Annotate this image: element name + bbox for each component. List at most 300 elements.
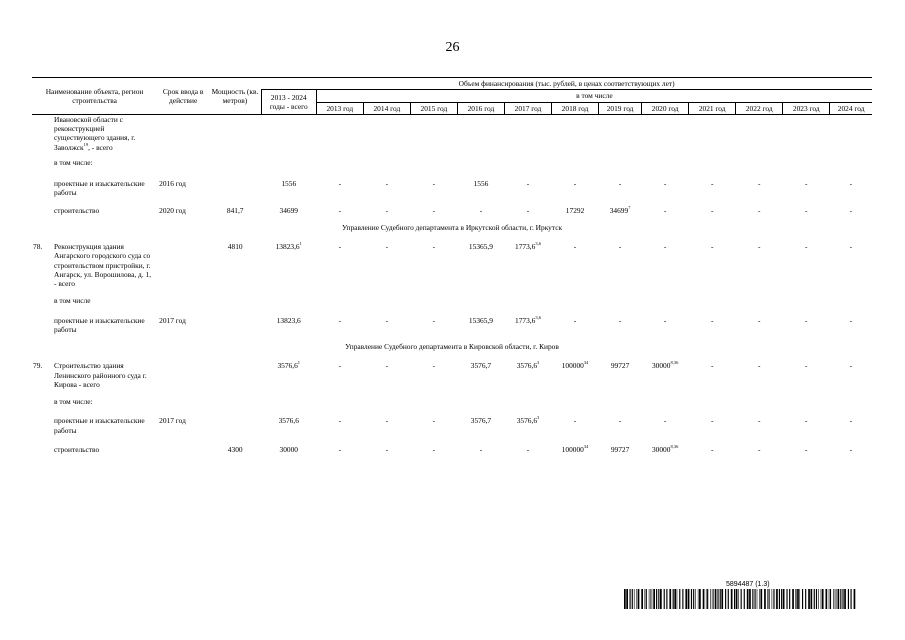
year-value-text: -	[663, 242, 667, 251]
year-value-text: -	[849, 361, 853, 371]
year-value	[689, 351, 736, 389]
year-value-text: -	[479, 205, 483, 215]
barcode-bar	[728, 589, 729, 609]
row-number	[32, 152, 52, 167]
barcode-bar	[706, 589, 707, 609]
year-value	[689, 435, 736, 454]
year-value	[783, 435, 830, 454]
year-value	[363, 435, 410, 454]
footnote-marker: 8,36	[670, 443, 679, 449]
barcode-bar	[721, 589, 723, 609]
year-value	[316, 389, 363, 406]
object-name-text: строительство	[54, 444, 100, 454]
year-value-text: 1773,6	[515, 242, 536, 251]
year-value	[783, 152, 830, 167]
barcode-bar	[835, 589, 836, 609]
barcode-bar	[634, 589, 635, 609]
total-value-text: 30000	[279, 444, 298, 454]
footnote-marker: 34	[583, 360, 589, 366]
capacity-value-text: 841,7	[226, 205, 244, 215]
barcode-bar	[830, 589, 831, 609]
barcode-bar	[720, 589, 721, 609]
year-value-text: 30000	[651, 361, 671, 371]
barcode-bar	[630, 589, 631, 609]
col-header-volume: Объем финансирования (тыс. рублей, в ценах соответствующих лет)	[261, 78, 872, 90]
year-value	[316, 406, 363, 435]
year-value-text: -	[757, 179, 761, 188]
year-value	[457, 114, 504, 152]
commission-term	[157, 389, 209, 406]
year-value	[736, 406, 783, 435]
row-number	[32, 167, 52, 198]
year-value-text: -	[479, 444, 483, 454]
barcode-bar	[650, 589, 651, 609]
barcode-bar	[685, 589, 687, 609]
barcode-bar	[805, 589, 806, 609]
year-value	[642, 351, 689, 389]
year-value-text: -	[757, 361, 761, 371]
capacity-value	[209, 114, 261, 152]
year-value	[642, 152, 689, 167]
table-row	[32, 406, 872, 435]
year-value	[830, 435, 872, 454]
year-value	[363, 232, 410, 288]
barcode-bar	[649, 589, 650, 609]
footnote-marker: 8,36	[670, 360, 679, 366]
year-value-text: -	[710, 361, 714, 371]
year-value-text: -	[710, 444, 714, 454]
year-value	[736, 306, 783, 335]
footnote-marker: 34	[583, 443, 589, 449]
year-value	[736, 114, 783, 152]
year-value	[599, 406, 642, 435]
year-value-text: 30000	[651, 444, 671, 454]
year-value	[599, 198, 642, 215]
year-value	[642, 232, 689, 288]
total-value-text: 1556	[281, 179, 297, 188]
year-value-text: -	[385, 361, 389, 371]
year-value-text: -	[618, 315, 622, 325]
year-value	[830, 167, 872, 198]
year-value	[599, 306, 642, 335]
barcode-bar	[757, 589, 758, 609]
year-value	[457, 389, 504, 406]
year-value-text: -	[432, 416, 436, 426]
commission-term	[157, 198, 209, 215]
year-value-text: -	[710, 205, 714, 215]
year-value-text: 100000	[561, 361, 584, 371]
year-value	[689, 306, 736, 335]
year-value	[363, 351, 410, 389]
barcode-bar	[755, 589, 756, 609]
barcode-icon	[624, 589, 856, 609]
barcode-bar	[795, 589, 796, 609]
year-value	[599, 167, 642, 198]
year-value	[599, 435, 642, 454]
year-value	[689, 198, 736, 215]
year-value	[830, 389, 872, 406]
year-value	[642, 114, 689, 152]
capacity-value-text: 4810	[227, 242, 243, 251]
year-value	[410, 406, 457, 435]
barcode-bar	[703, 589, 705, 609]
barcode-bar	[734, 589, 735, 609]
table-header	[32, 78, 872, 115]
year-value	[830, 198, 872, 215]
year-value	[457, 198, 504, 215]
object-name-text: Ивановской области с реконструкцией существующего здания, г. Заволжск	[54, 114, 136, 152]
year-value	[783, 288, 830, 305]
barcode-bar	[707, 589, 708, 609]
year-value	[552, 198, 599, 215]
barcode-bar	[699, 589, 701, 609]
barcode-bar	[814, 589, 815, 609]
year-value	[363, 406, 410, 435]
col-header-year: 2022 год	[736, 102, 783, 114]
barcode-bar	[656, 589, 657, 609]
year-value-text: -	[663, 179, 667, 188]
barcode-bar	[752, 589, 753, 609]
year-value	[504, 389, 551, 406]
object-name-text: в том числе:	[54, 157, 93, 167]
barcode-bar	[658, 589, 659, 609]
total-value	[261, 198, 316, 215]
year-value	[830, 288, 872, 305]
barcode-bar	[769, 589, 770, 609]
year-value	[457, 306, 504, 335]
capacity-value-text: 4300	[227, 444, 243, 454]
year-value-text: -	[432, 242, 436, 251]
barcode-bar	[682, 589, 683, 609]
capacity-value	[209, 232, 261, 288]
year-value-text: 1773,6	[515, 315, 536, 325]
year-value-text: -	[385, 205, 389, 215]
capacity-value	[209, 198, 261, 215]
year-value	[504, 435, 551, 454]
row-number	[32, 306, 52, 335]
row-number	[32, 114, 52, 152]
capacity-value	[209, 167, 261, 198]
year-value	[599, 389, 642, 406]
col-header-year: 2017 год	[504, 102, 551, 114]
year-value	[689, 232, 736, 288]
year-value	[504, 232, 551, 288]
barcode-bar	[811, 589, 813, 609]
row-number	[32, 198, 52, 215]
barcode-bar	[691, 589, 692, 609]
barcode-bar	[717, 589, 718, 609]
year-value	[457, 232, 504, 288]
commission-term-text: 2016 год	[159, 179, 186, 188]
year-value	[363, 167, 410, 198]
year-value-text: -	[849, 205, 853, 215]
capacity-value	[209, 288, 261, 305]
capacity-value	[209, 435, 261, 454]
total-value	[261, 406, 316, 435]
year-value-text: -	[573, 179, 577, 188]
department-row	[32, 334, 872, 351]
year-value	[689, 152, 736, 167]
year-value	[316, 435, 363, 454]
year-value-text: -	[805, 315, 808, 325]
year-value-text: -	[432, 315, 436, 325]
year-value	[504, 306, 551, 335]
year-value	[642, 288, 689, 305]
barcode-bar	[693, 589, 694, 609]
year-value	[410, 152, 457, 167]
year-value	[599, 288, 642, 305]
year-value	[830, 306, 872, 335]
barcode-bar	[767, 589, 768, 609]
footnote-marker: 7	[628, 204, 631, 210]
barcode-bar	[688, 589, 690, 609]
barcode-bar	[660, 589, 662, 609]
object-name-text: в том числе	[54, 296, 91, 306]
year-value	[689, 167, 736, 198]
barcode-bar	[741, 589, 742, 609]
col-header-year: 2020 год	[642, 102, 689, 114]
year-value-text: -	[757, 444, 761, 454]
year-value-text: -	[805, 361, 808, 371]
row-number	[32, 288, 52, 305]
col-header-year: 2016 год	[457, 102, 504, 114]
year-value-text: 34699	[609, 205, 629, 215]
table-row	[32, 167, 872, 198]
year-value	[599, 232, 642, 288]
year-value-text: -	[338, 416, 342, 426]
year-value-text: 3576,6	[516, 361, 538, 371]
year-value-text: -	[526, 205, 530, 215]
year-value-text: -	[710, 315, 714, 325]
barcode-bar	[818, 589, 819, 609]
barcode-bar	[710, 589, 711, 609]
barcode-bar	[840, 589, 841, 609]
year-value	[363, 114, 410, 152]
barcode-bar	[792, 589, 794, 609]
row-number	[32, 406, 52, 435]
year-value	[457, 435, 504, 454]
object-name	[52, 406, 157, 435]
year-value-text: -	[385, 179, 389, 188]
department-heading: Управление Судебного департамента в Иркутской области, г. Иркутск	[341, 222, 563, 232]
year-value	[316, 288, 363, 305]
barcode-bar	[802, 589, 803, 609]
footnote-marker: 3,6	[535, 241, 541, 246]
barcode-bar	[776, 589, 778, 609]
barcode-bar	[664, 589, 665, 609]
year-value-text: -	[663, 315, 667, 325]
barcode-bar	[632, 589, 633, 609]
barcode-bar	[797, 589, 799, 609]
year-value-text: -	[710, 179, 714, 188]
col-header-including: в том числе	[316, 90, 872, 102]
year-value-text: -	[526, 444, 530, 454]
total-value	[261, 152, 316, 167]
barcode-bar	[760, 589, 762, 609]
barcode-bar	[779, 589, 780, 609]
year-value-text: -	[710, 416, 714, 426]
year-value	[410, 435, 457, 454]
barcode-bar	[764, 589, 766, 609]
year-value	[552, 167, 599, 198]
year-value	[830, 232, 872, 288]
barcode-bar	[826, 589, 828, 609]
year-value-text: -	[618, 242, 622, 251]
year-value	[363, 306, 410, 335]
year-value	[410, 306, 457, 335]
barcode-bar	[774, 589, 775, 609]
barcode-bar	[624, 589, 626, 609]
year-value	[689, 389, 736, 406]
barcode-bar	[772, 589, 773, 609]
object-name-text: строительство	[54, 205, 100, 215]
year-value-text: -	[849, 444, 853, 454]
year-value	[504, 351, 551, 389]
year-value	[689, 288, 736, 305]
col-header-year: 2021 год	[689, 102, 736, 114]
year-value	[410, 198, 457, 215]
capacity-value	[209, 152, 261, 167]
commission-term	[157, 306, 209, 335]
year-value	[736, 167, 783, 198]
barcode-bar	[747, 589, 749, 609]
barcode-bar	[736, 589, 738, 609]
year-value	[689, 114, 736, 152]
barcode-bar	[844, 589, 846, 609]
year-value	[316, 351, 363, 389]
table-row	[32, 389, 872, 406]
year-value	[457, 288, 504, 305]
barcode-bar	[666, 589, 667, 609]
year-value	[410, 232, 457, 288]
year-value	[457, 351, 504, 389]
capacity-value	[209, 389, 261, 406]
col-header-capacity: Мощность (кв. метров)	[209, 78, 261, 115]
year-value-text: -	[618, 179, 622, 188]
year-value-text: -	[385, 444, 389, 454]
barcode-bar	[838, 589, 840, 609]
year-value	[736, 435, 783, 454]
barcode-bar	[653, 589, 655, 609]
object-name	[52, 198, 157, 215]
barcode-bar	[842, 589, 843, 609]
year-value	[410, 389, 457, 406]
year-value-text: 15365,9	[468, 242, 493, 251]
commission-term-text: 2017 год	[159, 416, 186, 426]
year-value	[736, 152, 783, 167]
year-value	[363, 198, 410, 215]
year-value-text: 17292	[565, 205, 585, 215]
year-value-text: -	[338, 361, 342, 371]
year-value	[363, 389, 410, 406]
barcode-bar	[738, 589, 739, 609]
year-value-text: 3576,6	[516, 416, 538, 426]
barcode-bar	[646, 589, 647, 609]
year-value-text: -	[573, 315, 577, 325]
barcode-bar	[652, 589, 653, 609]
year-value	[599, 351, 642, 389]
object-name	[52, 288, 157, 305]
barcode-bar	[851, 589, 852, 609]
commission-term-text: 2020 год	[159, 205, 186, 215]
table-row	[32, 198, 872, 215]
year-value	[642, 406, 689, 435]
commission-term	[157, 288, 209, 305]
col-header-year: 2019 год	[599, 102, 642, 114]
barcode-bar	[781, 589, 782, 609]
row-number-text: 78.	[33, 242, 43, 251]
object-name	[52, 435, 157, 454]
year-value	[410, 167, 457, 198]
col-header-year: 2023 год	[783, 102, 830, 114]
year-value	[457, 167, 504, 198]
barcode-bar	[799, 589, 800, 609]
col-header-year: 2013 год	[316, 102, 363, 114]
table-row	[32, 288, 872, 305]
year-value-text: -	[757, 315, 761, 325]
year-value-text: -	[432, 179, 436, 188]
year-value	[642, 198, 689, 215]
barcode-bar	[854, 589, 856, 609]
year-value	[316, 167, 363, 198]
total-value-text: 3576,6	[277, 361, 298, 371]
year-value-text: -	[338, 242, 342, 251]
barcode-bar	[674, 589, 676, 609]
barcode-bar	[725, 589, 726, 609]
col-header-year: 2014 год	[363, 102, 410, 114]
year-value	[552, 435, 599, 454]
year-value	[642, 306, 689, 335]
barcode-bar	[829, 589, 830, 609]
year-value	[363, 152, 410, 167]
col-header-year: 2018 год	[552, 102, 599, 114]
col-header-name: Наименование объекта, регион строительства	[32, 78, 157, 115]
table-row	[32, 306, 872, 335]
object-name-text: проектные и изыскательские работы	[54, 179, 145, 198]
year-value	[689, 406, 736, 435]
year-value-text: -	[849, 179, 853, 188]
year-value	[783, 167, 830, 198]
year-value	[457, 406, 504, 435]
year-value-text: -	[432, 205, 436, 215]
total-value-text: 3576,6	[278, 416, 299, 426]
year-value	[504, 288, 551, 305]
year-value	[552, 288, 599, 305]
year-value-text: -	[805, 179, 808, 188]
year-value-text: -	[805, 444, 808, 454]
year-value	[363, 288, 410, 305]
department-heading: Управление Судебного департамента в Кировской области, г. Киров	[345, 342, 559, 351]
year-value	[504, 152, 551, 167]
row-number	[32, 232, 52, 288]
footnote-marker: 1	[297, 360, 301, 366]
barcode-number: 5894487 (1.3)	[726, 581, 770, 588]
year-value-text: -	[338, 444, 342, 454]
row-number-text: 79.	[33, 361, 43, 371]
year-value	[830, 351, 872, 389]
commission-term	[157, 167, 209, 198]
year-value	[457, 152, 504, 167]
barcode-bar	[816, 589, 817, 609]
year-value-text: -	[432, 444, 436, 454]
year-value	[316, 306, 363, 335]
year-value-text: -	[663, 205, 667, 215]
year-value	[830, 114, 872, 152]
year-value	[783, 114, 830, 152]
commission-term-text: 2017 год	[159, 315, 186, 325]
total-value	[261, 351, 316, 389]
year-value	[410, 351, 457, 389]
